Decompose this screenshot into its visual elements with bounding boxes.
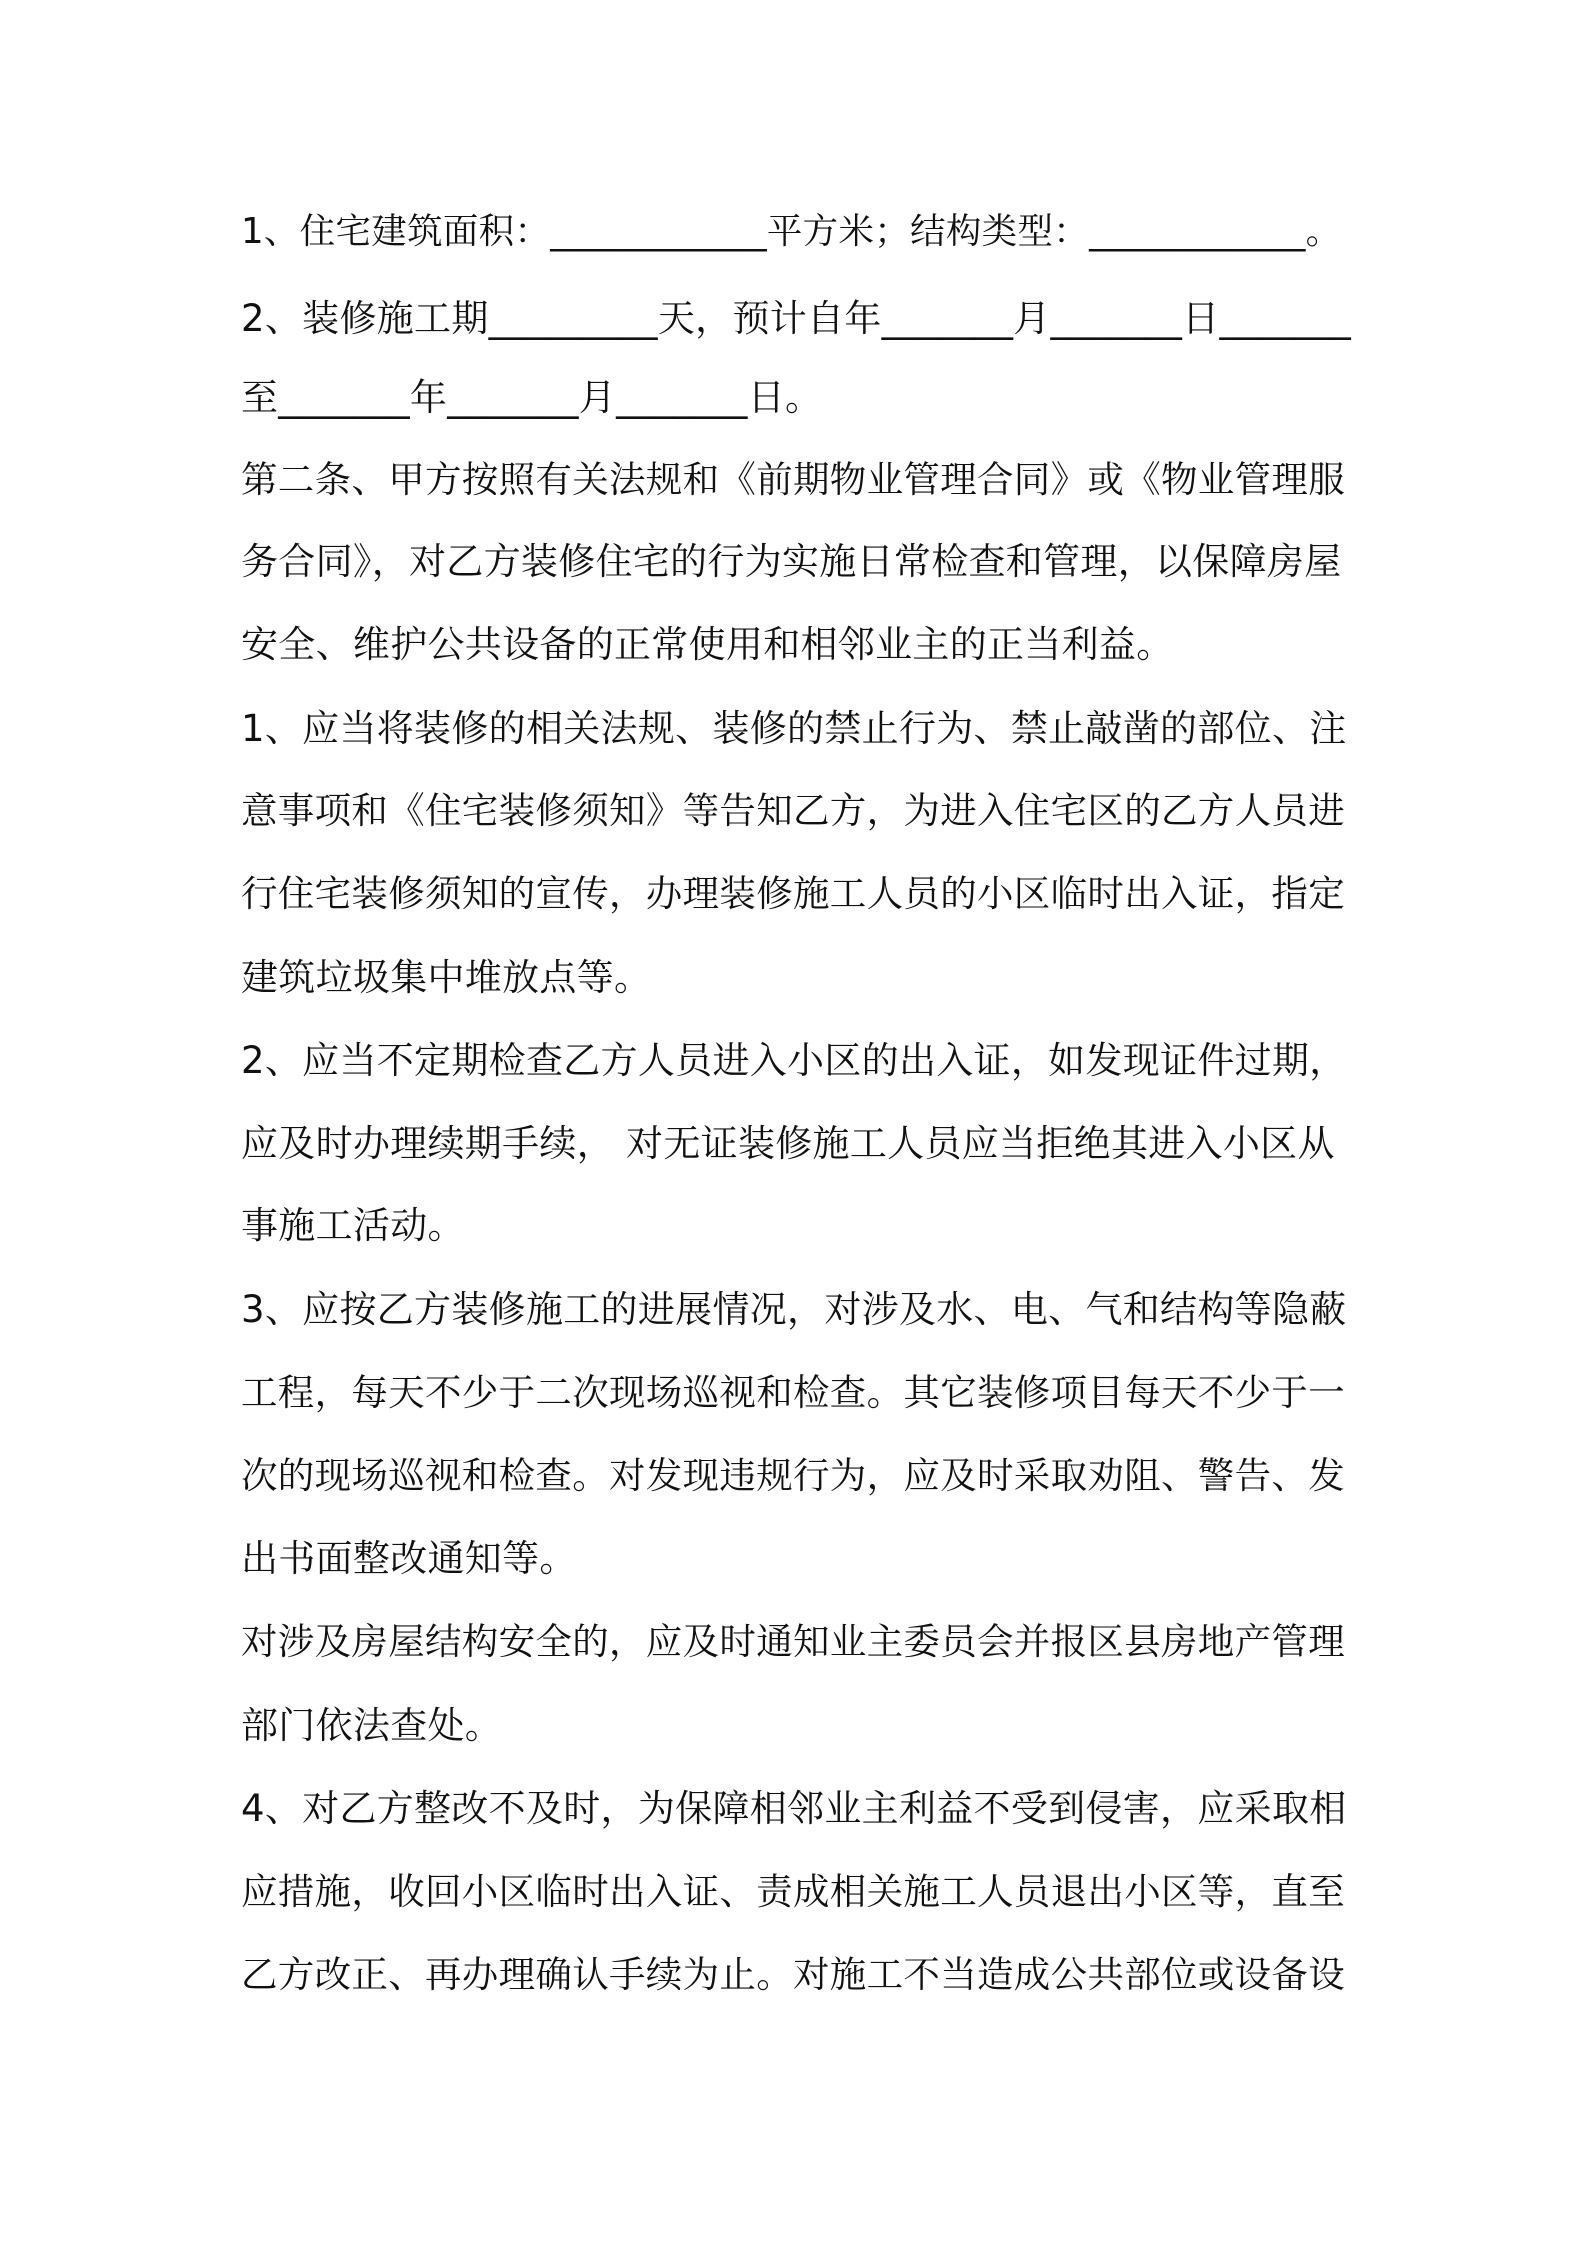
text-line: 工程，每天不少于二次现场巡视和检查。其它装修项目每天不少于一: [241, 1371, 1345, 1414]
text-line: 1、应当将装修的相关法规、装修的禁止行为、禁止敲凿的部位、注: [241, 707, 1347, 750]
text-line: 建筑垃圾集中堆放点等。: [241, 956, 652, 999]
text-line: 1、住宅建筑面积：____________平方米；结构类型：____________。: [241, 211, 1342, 252]
text-line: 务合同》，对乙方装修住宅的行为实施日常检查和管理，以保障房屋: [241, 540, 1342, 583]
text-line: 部门依法查处。: [241, 1704, 503, 1747]
text-line: 2、装修施工期_________天，预计自年_______月_______日_______: [241, 297, 1352, 340]
text-line: 意事项和《住宅装修须知》等告知乙方，为进入住宅区的乙方人员进: [241, 789, 1345, 832]
text-line: 行住宅装修须知的宣传，办理装修施工人员的小区临时出入证，指定: [241, 872, 1345, 915]
text-line: 乙方改正、再办理确认手续为止。对施工不当造成公共部位或设备设: [241, 1953, 1345, 1996]
text-line: 至_______年_______月_______日。: [241, 376, 823, 419]
text-line: 第二条、甲方按照有关法规和《前期物业管理合同》或《物业管理服: [241, 458, 1345, 501]
text-line: 事施工活动。: [241, 1204, 465, 1247]
text-line: 3、应按乙方装修施工的进展情况，对涉及水、电、气和结构等隐蔽: [241, 1288, 1347, 1331]
text-line: 次的现场巡视和检查。对发现违规行为，应及时采取劝阻、警告、发: [241, 1454, 1345, 1497]
text-line: 应措施，收回小区临时出入证、责成相关施工人员退出小区等，直至: [241, 1870, 1345, 1913]
text-line: 应及时办理续期手续， 对无证装修施工人员应当拒绝其进入小区从: [241, 1122, 1335, 1165]
text-line: 安全、维护公共设备的正常使用和相邻业主的正当利益。: [241, 623, 1174, 666]
text-line: 2、应当不定期检查乙方人员进入小区的出入证，如发现证件过期，: [241, 1039, 1347, 1082]
text-line: 对涉及房屋结构安全的，应及时通知业主委员会并报区县房地产管理: [241, 1620, 1345, 1663]
text-line: 4、对乙方整改不及时，为保障相邻业主利益不受到侵害，应采取相: [241, 1787, 1347, 1830]
text-line: 出书面整改通知等。: [241, 1537, 577, 1580]
